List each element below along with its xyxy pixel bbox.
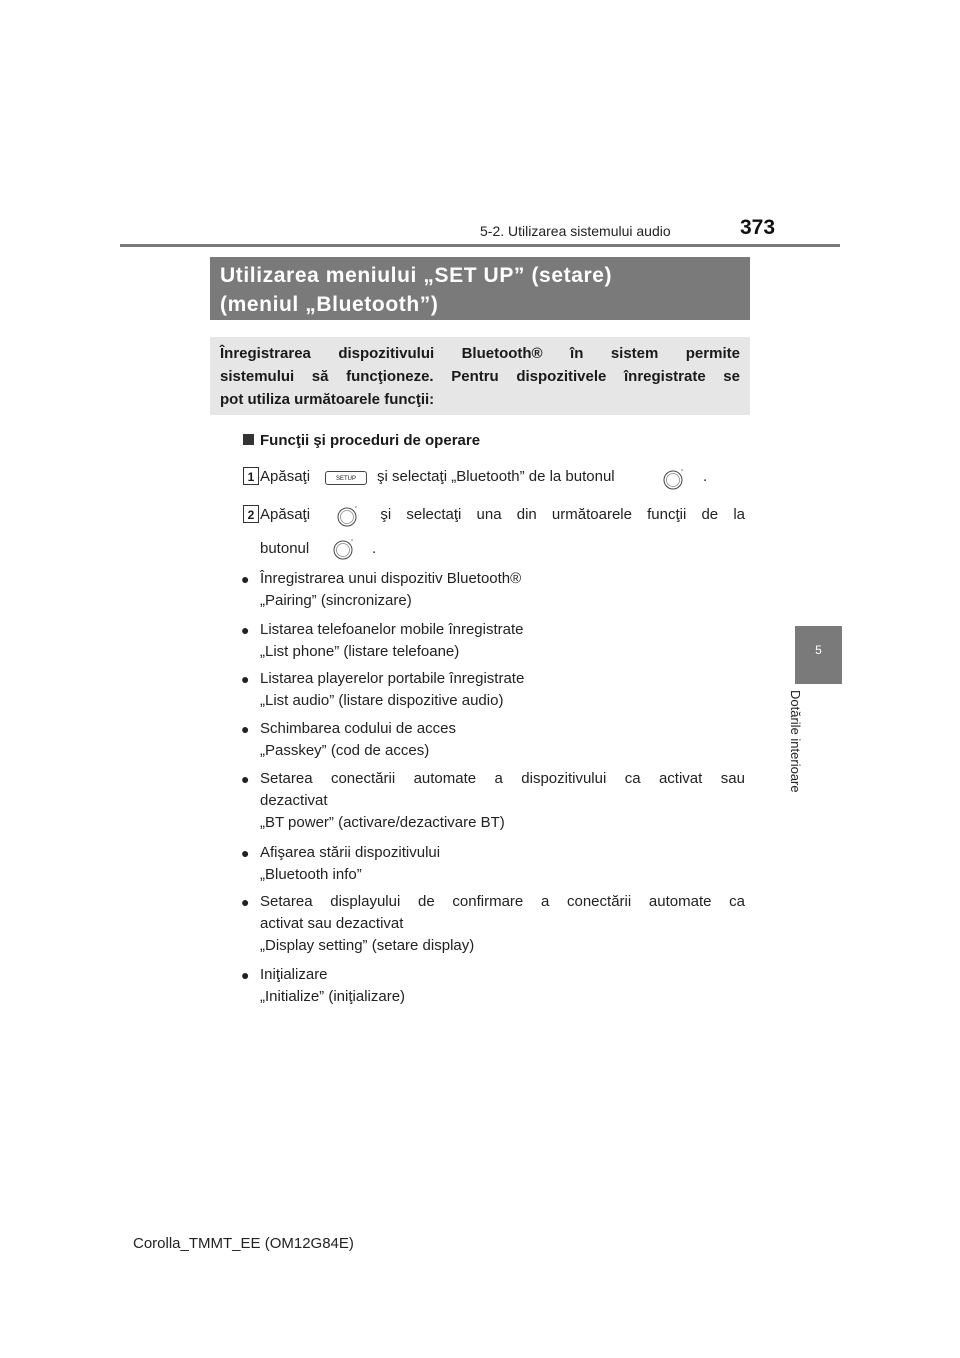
item-line: „Bluetooth info” bbox=[260, 866, 362, 883]
intro-word: dispozitivului bbox=[338, 345, 435, 362]
step2-word: selectaţi bbox=[406, 506, 462, 523]
step1-text-b: şi selectaţi „Bluetooth” de la butonul bbox=[377, 468, 615, 485]
chapter-label: Dotările interioare bbox=[788, 690, 803, 793]
item-word: automate bbox=[413, 770, 477, 787]
tune-knob-icon bbox=[662, 468, 684, 490]
intro-word: Bluetooth® bbox=[461, 345, 543, 362]
intro-line-2 bbox=[220, 365, 740, 388]
section-heading bbox=[210, 257, 750, 320]
chapter-tab: 5 bbox=[795, 626, 842, 684]
item-line: „Display setting” (setare display) bbox=[260, 937, 475, 954]
list-item bbox=[260, 568, 745, 612]
step2-word: de bbox=[701, 506, 719, 523]
item-line: Iniţializare bbox=[260, 966, 328, 983]
item-line: „Passkey” (cod de acces) bbox=[260, 742, 430, 759]
header-divider bbox=[120, 244, 840, 247]
item-line: dezactivat bbox=[260, 792, 328, 809]
list-item bbox=[260, 718, 745, 762]
item-word: conectării bbox=[567, 893, 632, 910]
item-word: Setarea bbox=[260, 770, 313, 787]
item-line: „BT power” (activare/dezactivare BT) bbox=[260, 814, 505, 831]
item-word: automate bbox=[648, 893, 712, 910]
intro-word: Înregistrarea bbox=[220, 345, 311, 362]
item-word: activat bbox=[658, 770, 703, 787]
bullet-icon: ● bbox=[241, 721, 250, 737]
item-word: a bbox=[494, 770, 503, 787]
item-justified-line bbox=[260, 891, 745, 913]
tune-knob-icon bbox=[336, 505, 358, 527]
subheading-text: Funcţii şi proceduri de operare bbox=[260, 432, 481, 449]
step2-word: următoarele bbox=[551, 506, 632, 523]
intro-line-3: pot utiliza următoarele funcţii: bbox=[220, 391, 435, 408]
document-code: Corolla_TMMT_EE (OM12G84E) bbox=[133, 1235, 354, 1252]
bullet-icon: ● bbox=[241, 771, 250, 787]
heading-line-1: Utilizarea meniului „SET UP” (setare) bbox=[220, 264, 613, 287]
subheading bbox=[243, 432, 480, 449]
item-line: activat sau dezactivat bbox=[260, 915, 404, 932]
item-word: sau bbox=[720, 770, 745, 787]
list-item bbox=[260, 842, 745, 886]
intro-word: funcţioneze. bbox=[346, 368, 434, 385]
bullet-icon: ● bbox=[241, 894, 250, 910]
bullet-icon: ● bbox=[241, 622, 250, 638]
intro-word: Pentru bbox=[451, 368, 499, 385]
intro-word: sistemului bbox=[220, 368, 295, 385]
item-justified-line bbox=[260, 768, 745, 790]
item-word: ca bbox=[624, 770, 641, 787]
step2-word: funcţii bbox=[647, 506, 687, 523]
item-line: Schimbarea codului de acces bbox=[260, 720, 456, 737]
list-item bbox=[260, 768, 745, 834]
bullet-icon: ● bbox=[241, 671, 250, 687]
item-line: „List audio” (listare dispozitive audio) bbox=[260, 692, 504, 709]
step2-word: din bbox=[516, 506, 537, 523]
step2-word: la bbox=[733, 506, 745, 523]
item-word: Setarea bbox=[260, 893, 313, 910]
item-word: de bbox=[418, 893, 435, 910]
step2-end: . bbox=[372, 540, 377, 557]
item-word: confirmare bbox=[452, 893, 524, 910]
item-line: Listarea telefoanelor mobile înregistrate bbox=[260, 621, 524, 638]
intro-word: în bbox=[570, 345, 584, 362]
item-line: Înregistrarea unui dispozitiv Bluetooth® bbox=[260, 570, 522, 587]
intro-word: sistem bbox=[610, 345, 659, 362]
intro-word: se bbox=[723, 368, 740, 385]
step2-word: Apăsaţi bbox=[260, 506, 311, 523]
intro-word: înregistrate bbox=[623, 368, 706, 385]
item-word: ca bbox=[729, 893, 745, 910]
item-line: Listarea playerelor portabile înregistrate bbox=[260, 670, 525, 687]
item-line: „Initialize” (iniţializare) bbox=[260, 988, 406, 1005]
intro-word: să bbox=[311, 368, 329, 385]
step2-line-2: butonul bbox=[260, 540, 310, 557]
item-line: „Pairing” (sincronizare) bbox=[260, 592, 412, 609]
step1-end: . bbox=[703, 468, 708, 485]
intro-word: dispozitivele bbox=[516, 368, 607, 385]
step-number-1: 1 bbox=[243, 467, 259, 485]
item-line: Afişarea stării dispozitivului bbox=[260, 844, 441, 861]
tune-knob-icon bbox=[332, 538, 354, 560]
list-item bbox=[260, 891, 745, 957]
heading-line-2: (meniul „Bluetooth”) bbox=[220, 293, 439, 316]
bullet-icon: ● bbox=[241, 845, 250, 861]
intro-box bbox=[210, 337, 750, 415]
step2-word: una bbox=[476, 506, 502, 523]
list-item bbox=[260, 668, 745, 712]
item-word: dispozitivului bbox=[521, 770, 607, 787]
intro-line-1 bbox=[220, 342, 740, 365]
section-title: 5-2. Utilizarea sistemului audio bbox=[480, 223, 671, 239]
step1-text-a: Apăsaţi bbox=[260, 468, 311, 485]
item-word: a bbox=[540, 893, 550, 910]
square-bullet-icon bbox=[243, 434, 254, 445]
item-word: displayului bbox=[330, 893, 401, 910]
item-line: „List phone” (listare telefoane) bbox=[260, 643, 460, 660]
step2-line-1 bbox=[260, 506, 745, 523]
bullet-icon: ● bbox=[241, 967, 250, 983]
list-item bbox=[260, 619, 745, 663]
step-number-2: 2 bbox=[243, 505, 259, 523]
step2-word: şi bbox=[380, 506, 392, 523]
intro-word: permite bbox=[685, 345, 740, 362]
bullet-icon: ● bbox=[241, 571, 250, 587]
list-item bbox=[260, 964, 745, 1008]
page-number: 373 bbox=[740, 216, 776, 239]
setup-button-icon: SETUP bbox=[325, 471, 367, 485]
item-word: conectării bbox=[330, 770, 396, 787]
